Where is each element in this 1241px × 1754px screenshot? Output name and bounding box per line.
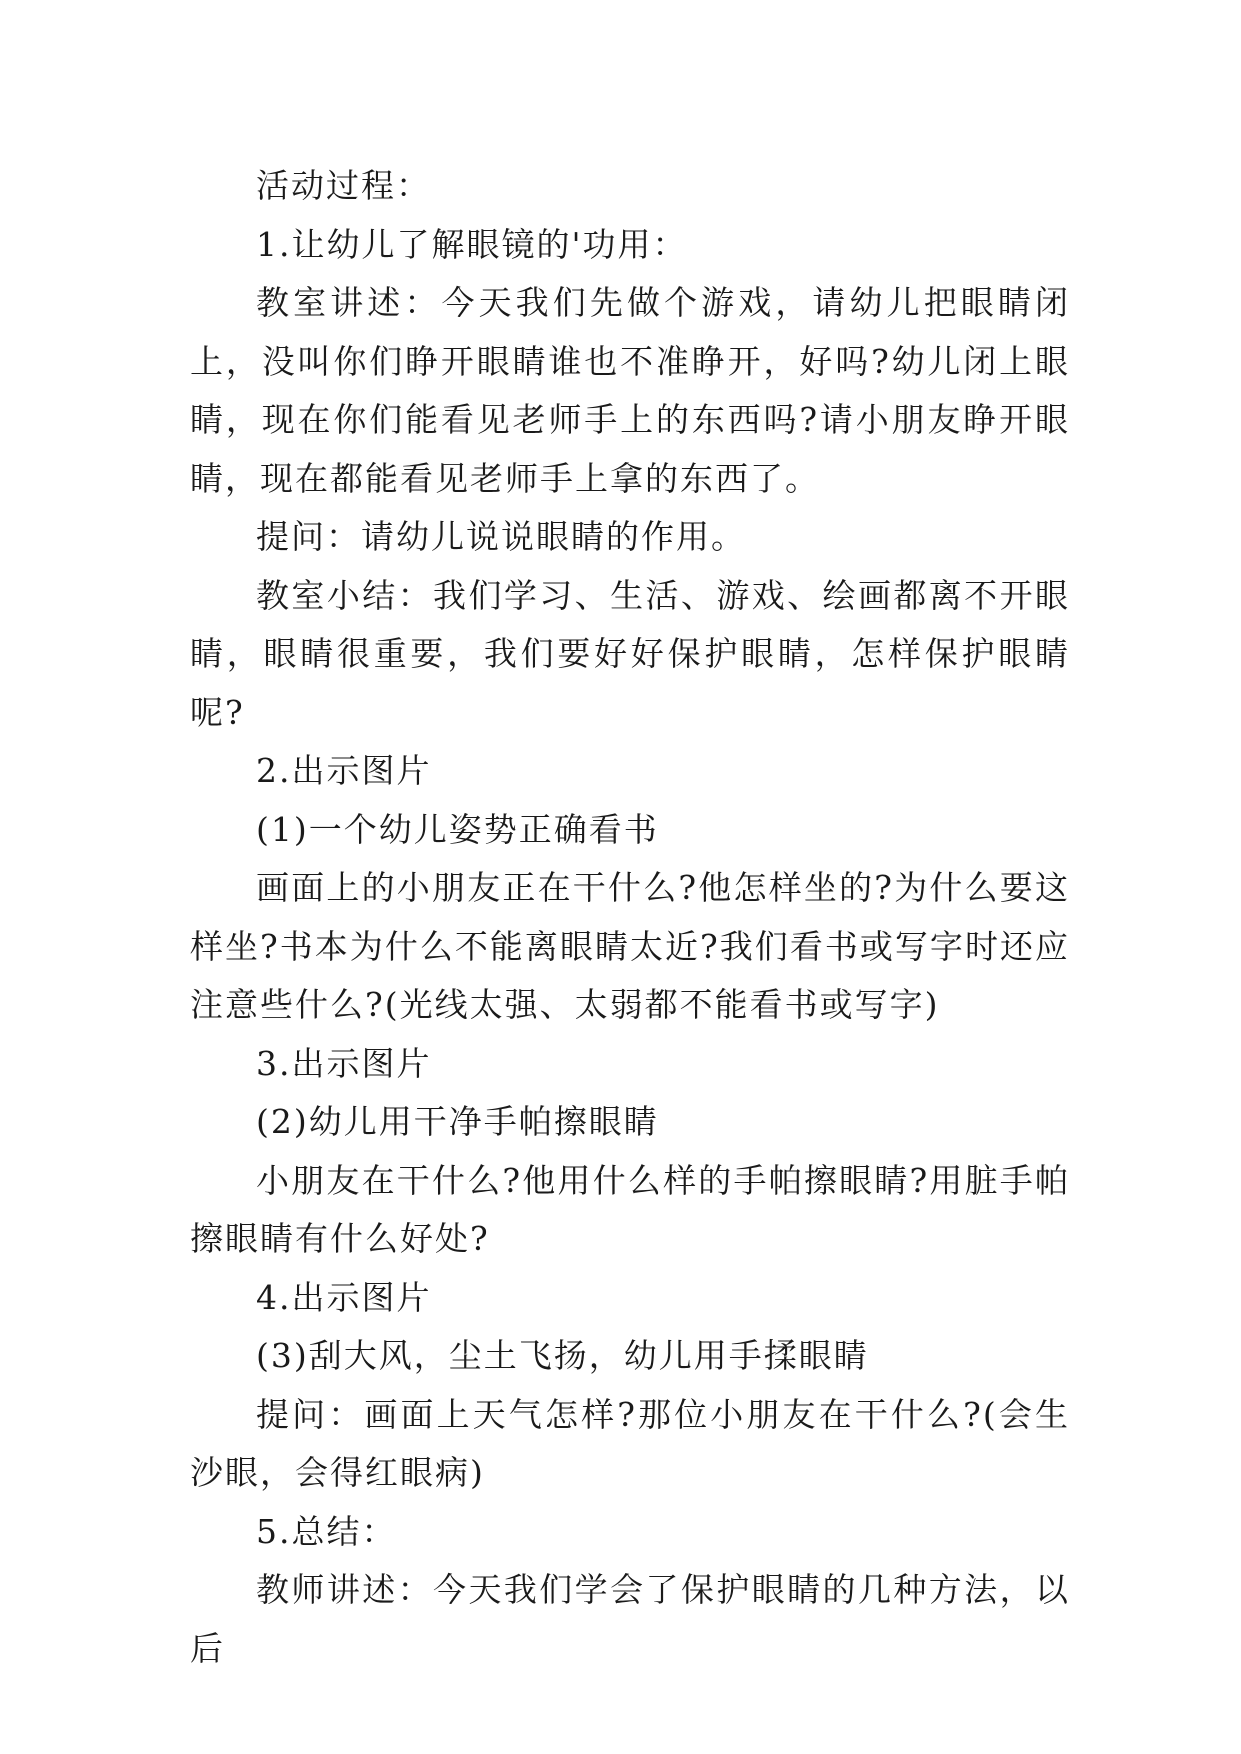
step-heading: 2.出示图片 [256,751,432,790]
body-paragraph: 提问：请幼儿说说眼睛的作用。 [256,517,746,556]
document-body [190,157,1070,1678]
step-heading: 3.出示图片 [256,1043,432,1083]
body-paragraph: 提问：画面上天气怎样?那位小朋友在干什么?(会生沙眼，会得红眼病) [190,1394,1070,1492]
body-paragraph: 教师讲述：今天我们学会了保护眼睛的几种方法，以后 [190,1570,1070,1668]
step-heading: 5.总结： [256,1511,397,1551]
body-paragraph: 教室小结：我们学习、生活、游戏、绘画都离不开眼睛，眼睛很重要，我们要好好保护眼睛，怎样保护眼睛呢? [190,575,1070,732]
body-paragraph: 教室讲述：今天我们先做个游戏，请幼儿把眼睛闭上，没叫你们睁开眼睛谁也不准睁开，好吗?幼儿闭上眼睛，现在你们能看见老师手上的东西吗?请小朋友睁开眼睛，现在都能看见老师手上拿的东西了。 [190,283,1070,498]
step-heading: 4.出示图片 [256,1277,432,1317]
step-heading: 1.让幼儿了解眼镜的'功用： [256,224,688,264]
section-heading: 活动过程： [256,166,431,205]
body-paragraph: 画面上的小朋友正在干什么?他怎样坐的?为什么要这样坐?书本为什么不能离眼睛太近?我们看书或写字时还应注意些什么?(光线太强、太弱都不能看书或写字) [190,868,1070,1024]
body-paragraph: 小朋友在干什么?他用什么样的手帕擦眼睛?用脏手帕擦眼睛有什么好处? [190,1160,1070,1258]
picture-caption: (1)一个幼儿姿势正确看书 [256,809,659,849]
picture-caption: (3)刮大风，尘土飞扬，幼儿用手揉眼睛 [256,1336,869,1375]
picture-caption: (2)幼儿用干净手帕擦眼睛 [256,1102,659,1141]
